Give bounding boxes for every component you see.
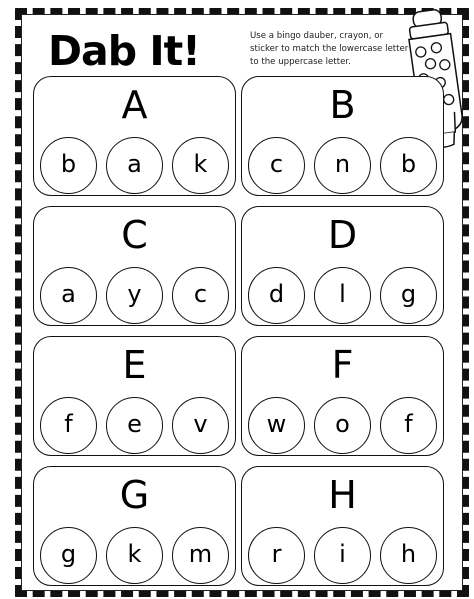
- dab-circle[interactable]: n: [314, 137, 371, 194]
- dab-circle[interactable]: v: [172, 397, 229, 454]
- dab-circle[interactable]: r: [248, 527, 305, 584]
- letter-card-b: [241, 76, 444, 196]
- dab-circle[interactable]: e: [106, 397, 163, 454]
- letter-card-c: [33, 206, 236, 326]
- dab-circle[interactable]: k: [106, 527, 163, 584]
- dab-circle[interactable]: m: [172, 527, 229, 584]
- letter-card-f: [241, 336, 444, 456]
- dab-circle[interactable]: d: [248, 267, 305, 324]
- uppercase-letter: F: [331, 343, 354, 387]
- dab-circle[interactable]: g: [40, 527, 97, 584]
- letter-card-e: [33, 336, 236, 456]
- dab-circle[interactable]: c: [172, 267, 229, 324]
- dab-circle[interactable]: h: [380, 527, 437, 584]
- dab-circle[interactable]: c: [248, 137, 305, 194]
- dab-circle[interactable]: i: [314, 527, 371, 584]
- dab-circle[interactable]: a: [40, 267, 97, 324]
- dab-circle[interactable]: k: [172, 137, 229, 194]
- letter-card-d: [241, 206, 444, 326]
- dab-circle[interactable]: f: [40, 397, 97, 454]
- dab-circle[interactable]: b: [380, 137, 437, 194]
- uppercase-letter: A: [121, 83, 148, 127]
- instructions-text: Use a bingo dauber, crayon, or sticker to match the lowercase letter to the uppercase letter.: [250, 31, 409, 67]
- uppercase-letter: D: [327, 213, 358, 257]
- letter-card-g: [33, 466, 236, 586]
- dab-circle[interactable]: g: [380, 267, 437, 324]
- dab-circle[interactable]: b: [40, 137, 97, 194]
- dab-circle[interactable]: a: [106, 137, 163, 194]
- dab-circle[interactable]: o: [314, 397, 371, 454]
- uppercase-letter: H: [328, 473, 357, 517]
- dab-circle[interactable]: w: [248, 397, 305, 454]
- dab-circle[interactable]: f: [380, 397, 437, 454]
- letter-card-a: [33, 76, 236, 196]
- page-title: Dab It!: [48, 27, 200, 75]
- uppercase-letter: E: [122, 343, 147, 387]
- uppercase-letter: G: [119, 473, 150, 517]
- uppercase-letter: C: [121, 213, 148, 257]
- uppercase-letter: B: [329, 83, 356, 127]
- letter-card-h: [241, 466, 444, 586]
- dab-circle[interactable]: y: [106, 267, 163, 324]
- dab-circle[interactable]: l: [314, 267, 371, 324]
